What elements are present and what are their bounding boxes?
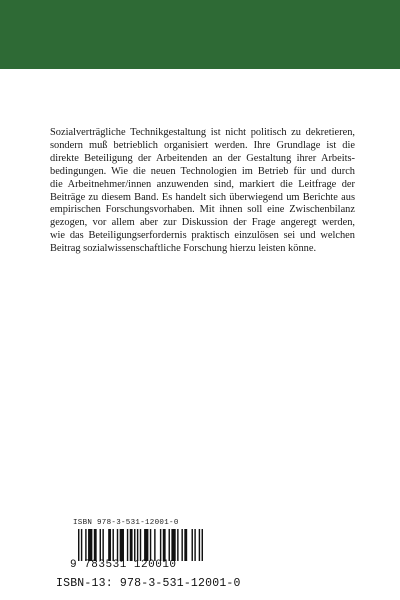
blurb-line: direkte Beteiligung der Arbeitenden an der Gestaltung ihrer Arbeits- [50,152,355,164]
isbn-13-label: ISBN-13: 978-3-531-12001-0 [56,577,241,590]
back-cover-blurb [50,127,355,256]
barcode-graphic [78,529,203,561]
barcode-bar [160,529,161,561]
barcode-bar [144,529,148,561]
barcode-bar [102,529,103,561]
barcode-bar [199,529,200,561]
barcode-bar [202,529,203,561]
barcode-bar [184,529,187,561]
barcode-bar [171,529,175,561]
blurb-line: gezogen, vor allem aber zur Diskussion der Frage angeregt werden, [50,217,355,229]
barcode-bar [134,529,135,561]
barcode-bar [163,529,166,561]
barcode-bar [130,529,133,561]
blurb-line: Beiträge zu diesem Band. Es handelt sich überwiegend um Berichte aus [50,191,355,203]
barcode-bar [154,529,155,561]
barcode-bar [100,529,101,561]
barcode-bar [150,529,151,561]
barcode-bar [181,529,182,561]
blurb-line: empirischen Forschungsvorhaben. Mit ihnen soll eine Zwischenbilanz [50,204,355,216]
barcode-bar [169,529,170,561]
barcode-bar [140,529,141,561]
blurb-line: die Arbeitnehmer/innen anzuwenden sind, markiert die Leitfrage der [50,178,355,190]
barcode-bar [120,529,124,561]
isbn-small-label: ISBN 978-3-531-12001-0 [73,519,179,527]
blurb-line: sondern muß betrieblich organisiert werden. Ihre Grundlage ist die [50,139,355,151]
barcode-bar [108,529,111,561]
barcode-bar [94,529,97,561]
barcode-bar [88,529,92,561]
barcode-bar [78,529,79,561]
barcode-bar [85,529,86,561]
barcode-bar [112,529,113,561]
blurb-line: Beitrag sozialwissenschaftliche Forschung hierzu leisten könne. [50,243,317,255]
blurb-line: wie das Beteiligungserfordernis praktisch einzulösen sei und welchen [50,230,355,242]
barcode-bar [177,529,178,561]
blurb-line: bedingungen. Wie die neuen Technologien im Betrieb für und durch [50,165,355,177]
barcode-bar [137,529,138,561]
barcode-bar [81,529,82,561]
barcode-bar [194,529,195,561]
barcode-bar [117,529,118,561]
blurb-line: Sozialverträgliche Technikgestaltung ist nicht politisch zu dekretieren, [50,127,355,138]
barcode-bar [192,529,193,561]
barcode-bar [127,529,128,561]
cover-color-band [0,0,400,69]
barcode-digits: 9 783531 120010 [70,559,177,571]
